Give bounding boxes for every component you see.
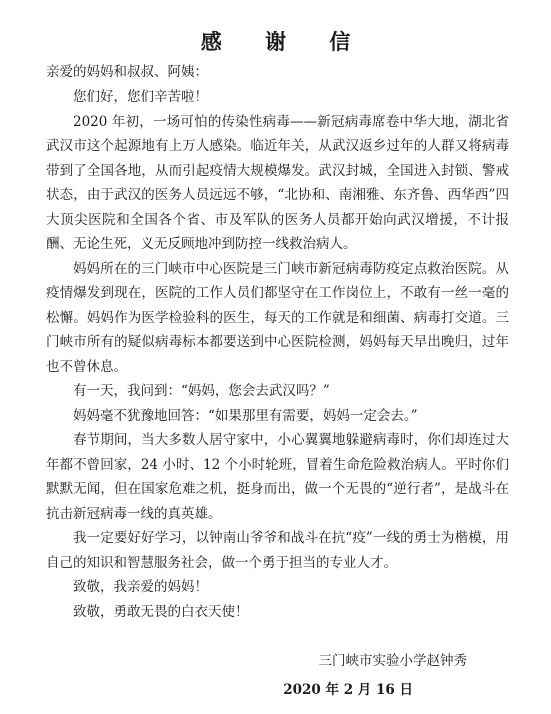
letter-title: 感 谢 信 — [200, 29, 369, 54]
letter-signature: 三门峡市实验小学赵钟秀 — [318, 653, 467, 669]
letter-paragraph-spring-festival: 春节期间，当大多数人居守家中，小心翼翼地躲避病毒时，你们却连过大年都不曾回家，24 小时、12 个小时轮班，冒着生命危险救治病人。平时你们默默无闻，但在国家危难之机，挺身而出，做一个无畏的“逆行者”，是战斗在抗击新冠病毒一线的真英雄。 — [46, 432, 509, 522]
letter-salutation: 亲爱的妈妈和叔叔、阿姨： — [46, 64, 208, 80]
letter-paragraph-question: 有一天，我问到：“妈妈，您会去武汉吗？” — [73, 383, 330, 399]
letter-paragraph-outbreak: 2020 年初，一场可怕的传染性病毒——新冠病毒席卷中华大地，湖北省武汉市这个起源地有上万人感染。临近年关，从武汉返乡过年的人群又将病毒带到了全国各地，从而引起疫情大规模爆发。武汉封城，全国进入封锁、警戒状态，由于武汉的医务人员远远不够，“北协和、南湘雅、东齐鲁、西华西”四大顶尖医院和全国各个省、市及军队的医务人员都开始向武汉增援，不计报酬、无论生死，义无反顾地冲到防控一线救治病人。 — [46, 113, 509, 252]
letter-paragraph-salute-mother: 致敬，我亲爱的妈妈！ — [73, 579, 208, 595]
letter-paragraph-mother-hospital: 妈妈所在的三门峡市中心医院是三门峡市新冠病毒防疫定点救治医院。从疫情爆发到现在，医院的工作人员们都坚守在工作岗位上，不敢有一丝一毫的松懈。妈妈作为医学检验科的医生，每天的工作就是和细菌、病毒打交道。三门峡市所有的疑似病毒标本都要送到中心医院检测，妈妈每天早出晚归，过年也不曾休息。 — [46, 260, 509, 375]
letter-paragraph-answer: 妈妈毫不犹豫地回答：“如果那里有需要，妈妈一定会去。” — [73, 407, 418, 424]
letter-paragraph-greeting: 您们好，您们辛苦啦！ — [73, 89, 208, 105]
letter-paragraph-pledge: 我一定要好好学习，以钟南山爷爷和战斗在抗“疫”一线的勇士为楷模，用自己的知识和智慧服务社会，做一个勇于担当的专业人才。 — [46, 530, 509, 571]
letter-date: 2020 年 2 月 16 日 — [283, 682, 413, 698]
letter-paragraph-salute-angels: 致敬，勇敢无畏的白衣天使！ — [73, 603, 249, 620]
